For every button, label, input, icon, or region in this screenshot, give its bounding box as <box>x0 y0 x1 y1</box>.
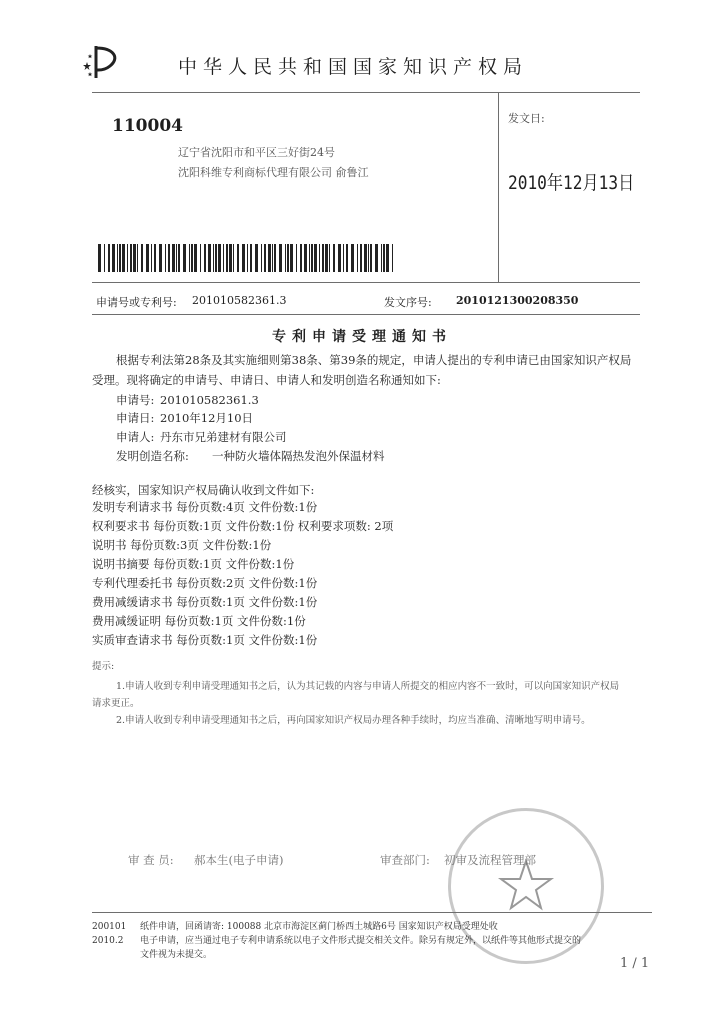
notes-heading: 提示: <box>92 661 115 672</box>
barcode-bar <box>364 244 367 272</box>
footer-line-1: 纸件申请，回函请寄: 100088 北京市海淀区蓟门桥西土城路6号 国家知识产权局受理处收 <box>140 922 498 932</box>
barcode-bar <box>287 244 289 272</box>
header-top-rule <box>92 92 640 93</box>
barcode-bar <box>311 244 313 272</box>
postcode: 110004 <box>112 116 183 136</box>
file-item: 费用减缓证明 每份页数:1页 文件份数:1份 <box>92 614 306 628</box>
field-label: 申请号: <box>116 393 155 407</box>
field-label: 申请日: <box>116 411 155 425</box>
file-item: 专利代理委托书 每份页数:2页 文件份数:1份 <box>92 576 318 590</box>
file-item: 发明专利请求书 每份页数:4页 文件份数:1份 <box>92 500 318 514</box>
barcode-bar <box>154 244 156 272</box>
serial-number-label: 发文序号: <box>384 296 432 309</box>
barcode-bar <box>191 244 193 272</box>
barcode-bar <box>370 244 372 272</box>
footer-line-3: 文件视为未提交。 <box>140 950 213 960</box>
file-item: 实质审查请求书 每份页数:1页 文件份数:1份 <box>92 633 318 647</box>
barcode-bar <box>329 244 330 272</box>
address-line-1: 辽宁省沈阳市和平区三好街24号 <box>178 146 335 159</box>
footer-code-1: 200101 <box>92 922 127 932</box>
barcode-bar <box>255 244 258 272</box>
barcode-bar <box>375 244 378 272</box>
barcode-bar <box>218 244 221 272</box>
footer-rule <box>92 912 652 913</box>
field-value: 2010年12月10日 <box>160 411 254 425</box>
file-item: 费用减缓请求书 每份页数:1页 文件份数:1份 <box>92 595 318 609</box>
barcode-bar <box>130 244 132 272</box>
application-number-value: 201010582361.3 <box>192 294 287 307</box>
barcode-bar <box>226 244 228 272</box>
barcode-bar <box>137 244 138 272</box>
numbers-rule <box>92 314 640 315</box>
field-value: 201010582361.3 <box>160 393 259 407</box>
barcode-bar <box>215 244 217 272</box>
barcode-bar <box>189 244 190 272</box>
field-value: 丹东市兄弟建材有限公司 <box>160 430 287 444</box>
barcode-bar <box>133 244 136 272</box>
barcode-bar <box>351 244 354 272</box>
note-1-line-2: 请求更正。 <box>92 698 140 709</box>
barcode-bar <box>208 244 211 272</box>
barcode-bar <box>357 244 358 272</box>
barcode-bar <box>151 244 152 272</box>
barcode-bar <box>112 244 115 272</box>
barcode-bar <box>242 244 245 272</box>
barcode-bar <box>383 244 385 272</box>
barcode-bar <box>141 244 143 272</box>
barcode-bar <box>176 244 177 272</box>
barcode-bar <box>172 244 175 272</box>
barcode-bar <box>127 244 128 272</box>
barcode-bar <box>290 244 293 272</box>
file-item: 说明书 每份页数:3页 文件份数:1份 <box>92 538 272 552</box>
file-item: 权利要求书 每份页数:1页 文件份数:1份 权利要求项数: 2项 <box>92 519 394 533</box>
barcode-bar <box>333 244 335 272</box>
cnipa-logo-icon <box>80 40 124 84</box>
barcode-bar <box>338 244 341 272</box>
barcode-bar <box>233 244 234 272</box>
barcode-bar <box>119 244 121 272</box>
header-divider <box>498 92 499 282</box>
barcode-bar <box>194 244 197 272</box>
barcode-bar <box>386 244 389 272</box>
barcode-bar <box>183 244 186 272</box>
barcode-bar <box>261 244 262 272</box>
barcode-bar <box>319 244 320 272</box>
barcode-bar <box>264 244 266 272</box>
barcode-bar <box>229 244 232 272</box>
barcode-bar <box>309 244 310 272</box>
barcode-bar <box>98 244 101 272</box>
application-number-label: 申请号或专利号: <box>96 296 177 309</box>
barcode-bar <box>117 244 118 272</box>
barcode-bar <box>247 244 248 272</box>
barcode <box>98 244 398 272</box>
field-value: 一种防火墙体隔热发泡外保温材料 <box>212 449 385 463</box>
barcode-bar <box>296 244 297 272</box>
barcode-bar <box>204 244 206 272</box>
address-line-2: 沈阳科维专利商标代理有限公司 俞鲁江 <box>178 166 369 179</box>
department-value: 初审及流程管理部 <box>444 853 536 867</box>
barcode-bar <box>368 244 369 272</box>
barcode-bar <box>285 244 286 272</box>
barcode-bar <box>381 244 382 272</box>
barcode-bar <box>274 244 276 272</box>
barcode-bar <box>122 244 125 272</box>
barcode-bar <box>272 244 273 272</box>
document-title: 专利申请受理通知书 <box>272 329 452 345</box>
intro-line-1: 根据专利法第28条及其实施细则第38条、第39条的规定，申请人提出的专利申请已由国家知识产权局 <box>116 353 632 367</box>
examiner-label: 审 查 员: <box>128 853 174 867</box>
footer-line-2: 电子申请，应当通过电子专利申请系统以电子文件形式提交相关文件。除另有规定外，以纸件等其他形式提交的 <box>140 936 582 946</box>
issue-date-label: 发文日: <box>508 112 545 125</box>
barcode-bar <box>178 244 180 272</box>
field-label: 发明创造名称: <box>116 449 189 463</box>
intro-line-2: 受理。现将确定的申请号、申请日、申请人和发明创造名称通知如下: <box>92 373 441 387</box>
barcode-bar <box>304 244 307 272</box>
checked-heading: 经核实，国家知识产权局确认收到文件如下: <box>92 483 315 497</box>
barcode-bar <box>168 244 170 272</box>
barcode-bar <box>223 244 224 272</box>
barcode-bar <box>108 244 110 272</box>
barcode-bar <box>392 244 393 272</box>
header-bottom-rule <box>92 282 640 283</box>
barcode-bar <box>213 244 214 272</box>
agency-title: 中华人民共和国国家知识产权局 <box>178 56 529 78</box>
barcode-bar <box>322 244 324 272</box>
barcode-bar <box>146 244 149 272</box>
page-number: 1 / 1 <box>620 956 650 971</box>
barcode-bar <box>343 244 344 272</box>
barcode-bar <box>279 244 282 272</box>
examiner-value: 郝本生(电子申请) <box>194 853 284 867</box>
department-label: 审查部门: <box>380 853 430 867</box>
barcode-bar <box>314 244 317 272</box>
barcode-bar <box>104 244 105 272</box>
barcode-bar <box>346 244 348 272</box>
file-item: 说明书摘要 每份页数:1页 文件份数:1份 <box>92 557 295 571</box>
serial-number-value: 2010121300208350 <box>456 294 579 307</box>
barcode-bar <box>268 244 271 272</box>
barcode-bar <box>360 244 362 272</box>
barcode-bar <box>165 244 166 272</box>
issue-date: 2010年12月13日 <box>508 172 635 194</box>
barcode-bar <box>325 244 328 272</box>
barcode-bar <box>200 244 201 272</box>
barcode-bar <box>237 244 239 272</box>
barcode-bar <box>250 244 252 272</box>
note-1-line-1: 1.申请人收到专利申请受理通知书之后，认为其记载的内容与申请人所提交的相应内容不一致时，可以向国家知识产权局 <box>116 681 620 692</box>
note-2: 2.申请人收到专利申请受理通知书之后，再向国家知识产权局办理各种手续时，均应当准确、清晰地写明申请号。 <box>116 715 591 726</box>
barcode-bar <box>300 244 302 272</box>
field-label: 申请人: <box>116 430 155 444</box>
footer-code-2: 2010.2 <box>92 936 124 946</box>
barcode-bar <box>159 244 162 272</box>
